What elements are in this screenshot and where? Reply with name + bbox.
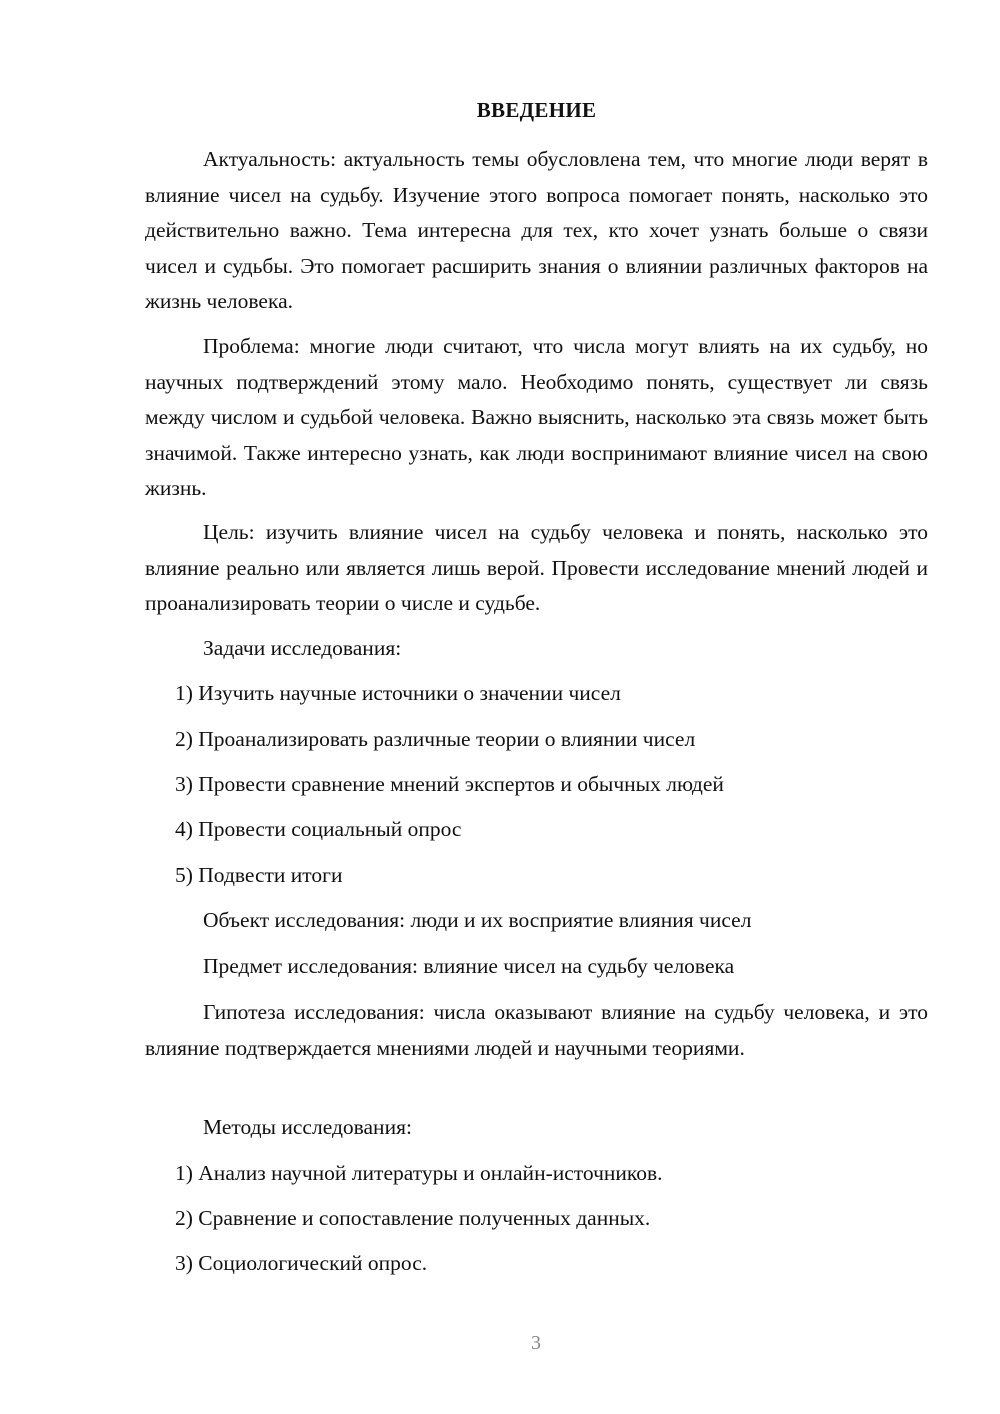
method-item-3: 3) Социологический опрос. [175,1251,428,1275]
paragraph-goal: Цель: изучить влияние чисел на судьбу человека и понять, насколько это влияние реально или является лишь верой. Провести исследование мнений людей и проанализировать теории о числе и судьбе. [145,520,928,615]
page-number: 3 [531,1332,541,1354]
method-item-1: 1) Анализ научной литературы и онлайн-источников. [175,1161,663,1185]
page-title: ВВЕДЕНИЕ [476,98,597,122]
paragraph-problem: Проблема: многие люди считают, что числа могут влиять на их судьбу, но научных подтверждений этому мало. Необходимо понять, существует ли связь между числом и судьбой человека. Важно выяснить, насколько эта связь может быть значимой. Также интересно узнать, как люди воспринимают влияние чисел на свою жизнь. [145,334,928,500]
paragraph-relevance: Актуальность: актуальность темы обусловлена тем, что многие люди верят в влияние чисел на судьбу. Изучение этого вопроса помогает понять, насколько это действительно важно. Тема интересна для тех, кто хочет узнать больше о связи чисел и судьбы. Это помогает расширить знания о влиянии различных факторов на жизнь человека. [145,147,928,313]
task-item-2: 2) Проанализировать различные теории о влиянии чисел [175,727,696,751]
method-item-2: 2) Сравнение и сопоставление полученных данных. [175,1206,651,1230]
tasks-heading: Задачи исследования: [203,636,402,660]
methods-heading: Методы исследования: [203,1115,412,1139]
research-object: Объект исследования: люди и их восприятие влияния чисел [203,908,752,932]
task-item-4: 4) Провести социальный опрос [175,817,462,841]
task-item-5: 5) Подвести итоги [175,863,343,887]
task-item-3: 3) Провести сравнение мнений экспертов и обычных людей [175,772,724,796]
task-item-1: 1) Изучить научные источники о значении чисел [175,681,621,705]
paragraph-hypothesis: Гипотеза исследования: числа оказывают влияние на судьбу человека, и это влияние подтверждается мнениями людей и научными теориями. [145,1000,928,1060]
research-subject: Предмет исследования: влияние чисел на судьбу человека [203,954,735,978]
